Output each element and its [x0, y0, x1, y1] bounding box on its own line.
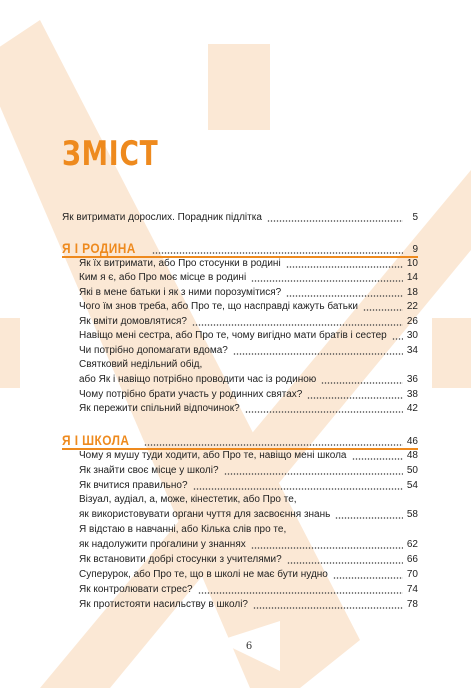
leader-dots: [352, 456, 404, 460]
toc-entry: [79, 343, 418, 357]
page-number: 6: [245, 641, 253, 652]
entry-label: Як вміти домовлятися?: [79, 316, 187, 327]
toc-entry: [79, 597, 418, 611]
entry-page: 5: [412, 212, 418, 223]
entry-page: 10: [406, 258, 418, 269]
entry-page: 22: [406, 301, 418, 312]
entry-label: Як контролювати стрес?: [79, 584, 193, 595]
entry-label: Навіщо мені сестра, або Про те, чому вигідно мати братів і сестер: [79, 330, 387, 341]
entry-label: Як встановити добрі стосунки з учителями?: [79, 554, 282, 565]
entry-page: 74: [406, 584, 418, 595]
section-title: Я І ШКОЛА: [62, 432, 130, 448]
leader-dots: [144, 442, 403, 446]
leader-dots: [224, 471, 403, 475]
leader-dots: [333, 575, 403, 579]
leader-dots: [335, 515, 403, 519]
entry-page: 38: [406, 389, 418, 400]
toc-entry-intro: [62, 210, 418, 224]
leader-dots: [267, 218, 403, 222]
entry-label: Як витримати дорослих. Порадник підлітка: [62, 212, 262, 223]
entry-page: 58: [406, 509, 418, 520]
section-page: 9: [412, 244, 418, 255]
entry-label: Ким я є, або Про моє місце в родині: [79, 272, 247, 283]
entry-page: 18: [406, 287, 418, 298]
entry-page: 36: [406, 374, 418, 385]
toc-entry: [79, 285, 418, 299]
page-title: ЗМІСТ: [62, 134, 159, 174]
toc-entry: [79, 256, 418, 270]
toc-entry: [79, 401, 418, 415]
toc-entry: [79, 372, 418, 386]
toc-entry: [79, 299, 418, 313]
leader-dots: [307, 395, 403, 399]
entry-label: Які в мене батьки і як з ними порозумітися?: [79, 287, 282, 298]
section-title: Я І РОДИНА: [62, 240, 136, 256]
entry-label-line: Я відстаю в навчанні, або Кілька слів про те,: [79, 524, 287, 535]
leader-dots: [321, 380, 403, 384]
entry-page: 50: [406, 465, 418, 476]
leader-dots: [198, 590, 403, 594]
entry-page: 14: [406, 272, 418, 283]
entry-label: Чому я мушу туди ходити, або Про те, навіщо мені школа: [79, 450, 347, 461]
toc-entry: [79, 537, 418, 551]
toc-entry: [79, 387, 418, 401]
entry-label: Як пережити спільний відпочинок?: [79, 403, 240, 414]
entry-label: Як вчитися правильно?: [79, 480, 188, 491]
leader-dots: [193, 486, 403, 490]
toc-entry: [79, 552, 418, 566]
entry-label: Чого їм знов треба, або Про те, що насправді кажуть батьки: [79, 301, 358, 312]
toc-entry: [79, 314, 418, 328]
entry-page: 30: [406, 330, 418, 341]
leader-dots: [251, 545, 403, 549]
leader-dots: [251, 278, 403, 282]
leader-dots: [192, 322, 403, 326]
toc-entry: [79, 448, 418, 462]
entry-page: 62: [406, 539, 418, 550]
section-heading-family: [62, 238, 418, 256]
leader-dots: [253, 605, 403, 609]
entry-label: Суперурок, або Про те, що в школі не має бути нудно: [79, 569, 328, 580]
entry-page: 34: [406, 345, 418, 356]
toc-entry: [79, 463, 418, 477]
entry-label: як надолужити прогалини у знаннях: [79, 539, 246, 550]
entry-label-line: Святковий недільний обід,: [79, 359, 203, 370]
entry-label: або Як і навіщо потрібно проводити час із родиною: [79, 374, 317, 385]
entry-label: Чи потрібно допомагати вдома?: [79, 345, 228, 356]
toc-entry: [79, 582, 418, 596]
toc-entry: [79, 328, 418, 342]
leader-dots: [233, 351, 403, 355]
leader-dots: [286, 264, 403, 268]
section-page: 46: [406, 436, 418, 447]
entry-label: Як їх витримати, або Про стосунки в родині: [79, 258, 281, 269]
entry-page: 48: [406, 450, 418, 461]
section-heading-school: [62, 430, 418, 448]
entry-page: 26: [406, 316, 418, 327]
entry-label: Чому потрібно брати участь у родинних святах?: [79, 389, 303, 400]
leader-dots: [363, 307, 403, 311]
entry-label-line: Візуал, аудіал, а, може, кінестетик, або Про те,: [79, 494, 297, 505]
entry-label: як використовувати органи чуття для засвоєння знань: [79, 509, 331, 520]
leader-dots: [245, 409, 403, 413]
toc-entry: [79, 270, 418, 284]
leader-dots: [286, 293, 403, 297]
entry-page: 42: [406, 403, 418, 414]
toc-entry: [79, 507, 418, 521]
entry-label: Як протистояти насильству в школі?: [79, 599, 248, 610]
entry-page: 54: [406, 480, 418, 491]
leader-dots: [392, 336, 403, 340]
toc-entry: [79, 567, 418, 581]
leader-dots: [152, 250, 403, 254]
leader-dots: [287, 560, 403, 564]
toc-entry: [79, 478, 418, 492]
entry-label: Як знайти своє місце у школі?: [79, 465, 219, 476]
entry-page: 66: [406, 554, 418, 565]
entry-page: 78: [406, 599, 418, 610]
entry-page: 70: [406, 569, 418, 580]
